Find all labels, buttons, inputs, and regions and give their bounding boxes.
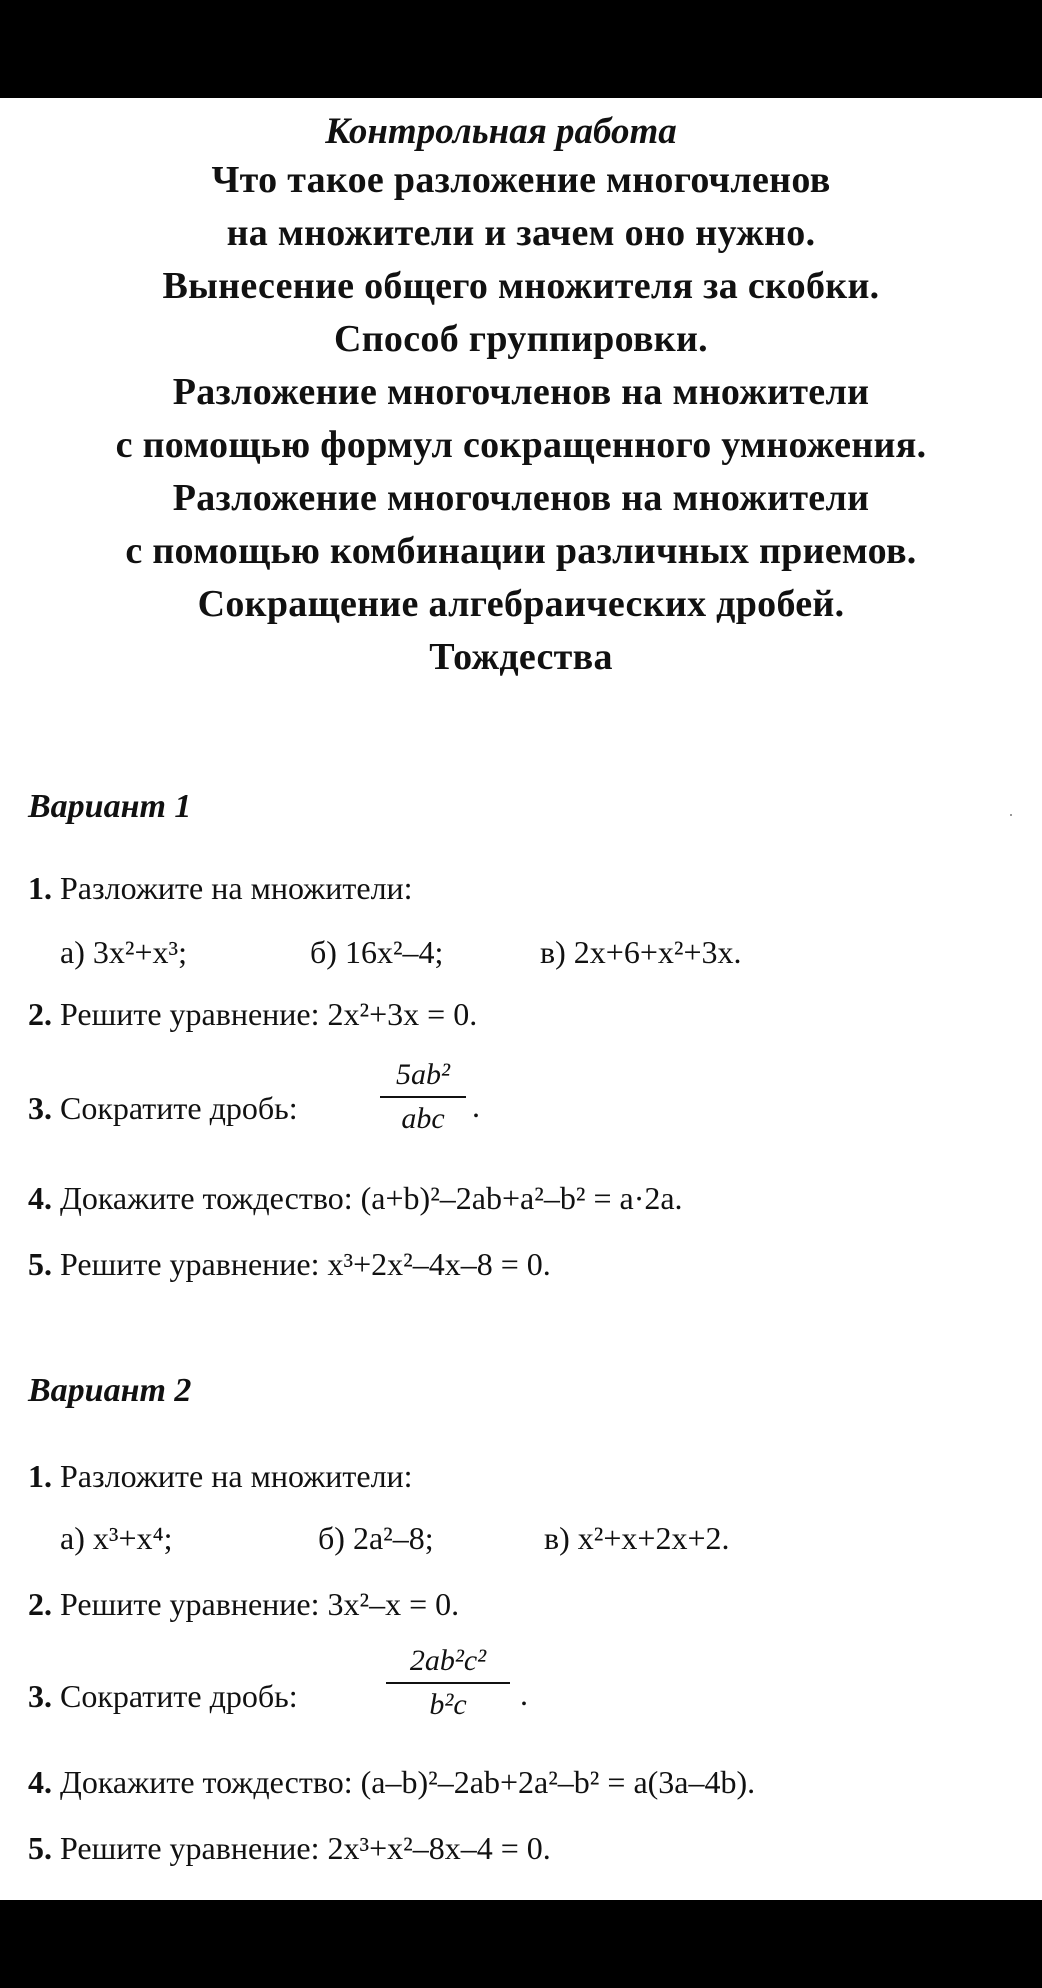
topic-line-4: Способ группировки. (334, 318, 708, 360)
topic-line-7: Разложение многочленов на множители (172, 477, 870, 519)
task-number: 1. (28, 870, 52, 906)
v1-fraction (380, 1058, 466, 1136)
v1-task-4 (28, 1180, 683, 1217)
v1-task-5 (28, 1246, 551, 1283)
fraction-denominator: abc (401, 1102, 445, 1135)
v2-task-5 (28, 1830, 551, 1867)
v1-task-1-c: в) 2x+6+x²+3x. (540, 934, 742, 970)
v1-task-3 (28, 1090, 298, 1127)
topic-line-3: Вынесение общего множителя за скобки. (162, 265, 880, 307)
v2-task-3 (28, 1678, 298, 1715)
fraction-numerator: 5ab² (396, 1058, 450, 1091)
task-text: Решите уравнение: x³+2x²–4x–8 = 0. (60, 1246, 551, 1282)
title-block (0, 110, 1042, 684)
v2-fraction-period: . (520, 1676, 528, 1712)
topic-line-1: Что такое разложение многочленов (211, 159, 831, 201)
task-text: Разложите на множители: (60, 1458, 413, 1494)
task-number: 3. (28, 1090, 52, 1126)
topic-line-2: на множители и зачем оно нужно. (226, 212, 816, 254)
task-text: Разложите на множители: (60, 870, 413, 906)
task-text: Решите уравнение: 2x²+3x = 0. (60, 996, 478, 1032)
task-text: Докажите тождество: (a–b)²–2ab+2a²–b² = a(3a–4b). (60, 1764, 756, 1800)
task-text: Решите уравнение: 2x³+x²–8x–4 = 0. (60, 1830, 551, 1866)
topic-line-10: Тождества (429, 636, 613, 678)
v2-task-1-b: б) 2a²–8; (318, 1520, 434, 1556)
task-number: 4. (28, 1764, 52, 1800)
task-text: Решите уравнение: 3x²–x = 0. (60, 1586, 460, 1622)
v1-task-1-b: б) 16x²–4; (310, 934, 444, 970)
document-page (0, 98, 1042, 1900)
variant-2-heading: Вариант 2 (28, 1372, 192, 1409)
topic-line-6: с помощью формул сокращенного умножения. (115, 424, 927, 466)
v2-task-1 (28, 1458, 413, 1495)
task-number: 2. (28, 996, 52, 1032)
scan-speck (1010, 814, 1012, 816)
topic-line-9: Сокращение алгебраических дробей. (197, 583, 845, 625)
task-text: Сократите дробь: (60, 1090, 298, 1126)
task-number: 3. (28, 1678, 52, 1714)
topic-line-8: с помощью комбинации различных приемов. (125, 530, 917, 572)
v2-task-1-a: а) x³+x⁴; (60, 1520, 173, 1556)
v1-task-2 (28, 996, 477, 1033)
task-number: 5. (28, 1246, 52, 1282)
fraction-denominator: b²c (429, 1688, 467, 1721)
task-text: Сократите дробь: (60, 1678, 298, 1714)
topic-line-5: Разложение многочленов на множители (172, 371, 870, 413)
v1-task-1-a: а) 3x²+x³; (60, 934, 187, 970)
task-text: Докажите тождество: (a+b)²–2ab+a²–b² = a·2a. (60, 1180, 683, 1216)
task-number: 2. (28, 1586, 52, 1622)
v1-fraction-period: . (472, 1088, 480, 1124)
fraction-numerator: 2ab²c² (409, 1644, 487, 1677)
v2-task-4 (28, 1764, 755, 1801)
v2-task-2 (28, 1586, 459, 1623)
document-title: Контрольная работа (325, 111, 677, 152)
v2-task-1-c: в) x²+x+2x+2. (544, 1520, 730, 1556)
task-number: 1. (28, 1458, 52, 1494)
v1-task-1 (28, 870, 413, 907)
task-number: 5. (28, 1830, 52, 1866)
v2-fraction (386, 1644, 510, 1722)
task-number: 4. (28, 1180, 52, 1216)
variant-1-heading: Вариант 1 (28, 788, 192, 825)
